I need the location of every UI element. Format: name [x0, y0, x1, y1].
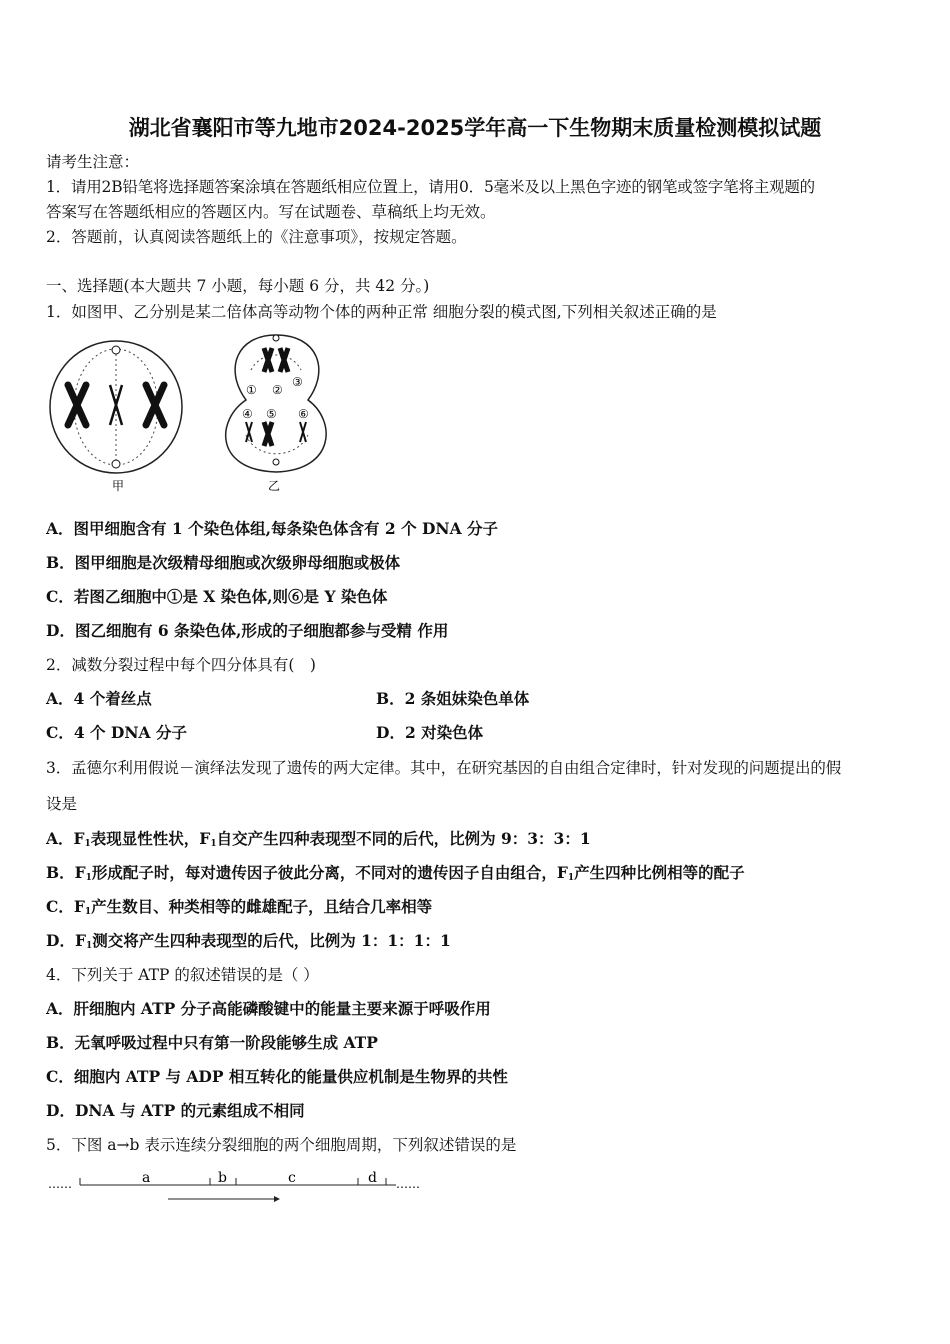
- cell-cycle-timeline: [46, 1164, 436, 1208]
- q3-option-a: A．$F_1$表现显性性状，$F_1$自交产生四种表现型不同的后代，比例为 9：3：3：1: [46, 829, 591, 849]
- q4-option-b: B．无氧呼吸过程中只有第一阶段能够生成 ATP: [46, 1033, 378, 1052]
- segment-a-label: a: [142, 1170, 151, 1186]
- q2-option-d: D．2 对染色体: [376, 723, 484, 742]
- question-2-stem: 2．减数分裂过程中每个四分体具有( ): [46, 656, 316, 674]
- question-5-stem: 5．下图 a→b 表示连续分裂细胞的两个细胞周期，下列叙述错误的是: [46, 1136, 517, 1154]
- timeline-dots-right: ……: [396, 1177, 420, 1191]
- segment-b-label: b: [218, 1170, 227, 1186]
- notice-line-1: 1．请用2B铅笔将选择题答案涂填在答题纸相应位置上，请用0．5毫米及以上黑色字迹的钢笔或签字笔将主观题的: [46, 178, 815, 196]
- cell-jia: [50, 341, 182, 473]
- timeline-dots-left: ……: [48, 1177, 72, 1191]
- segment-d-label: d: [368, 1170, 377, 1186]
- question-1-stem: 1．如图甲、乙分别是某二倍体高等动物个体的两种正常 细胞分裂的模式图,下列相关叙述正确的是: [46, 303, 717, 321]
- q2-option-b: B．2 条姐妹染色单体: [376, 689, 530, 708]
- question-3-stem-cont: 设是: [46, 795, 78, 813]
- chrom-label-4: ④: [242, 407, 253, 421]
- q1-option-c: C．若图乙细胞中①是 X 染色体,则⑥是 Y 染色体: [46, 587, 388, 606]
- fig-label-jia: 甲: [112, 479, 125, 493]
- q1-option-b: B．图甲细胞是次级精母细胞或次级卵母细胞或极体: [46, 553, 401, 572]
- q4-option-c: C．细胞内 ATP 与 ADP 相互转化的能量供应机制是生物界的共性: [46, 1067, 508, 1086]
- chrom-label-2: ②: [272, 383, 283, 397]
- cell-yi: [226, 335, 326, 472]
- question-4-stem: 4．下列关于 ATP 的叙述错误的是（ ）: [46, 966, 319, 984]
- notice-line-2: 2．答题前，认真阅读答题纸上的《注意事项》，按规定答题。: [46, 228, 467, 246]
- section-heading: 一、选择题(本大题共 7 小题，每小题 6 分，共 42 分。): [46, 277, 430, 295]
- q1-option-d: D．图乙细胞有 6 条染色体,形成的子细胞都参与受精 作用: [46, 621, 449, 640]
- q3-option-c: C．$F_1$产生数目、种类相等的雌雄配子，且结合几率相等: [46, 897, 433, 917]
- q3-option-b: B．$F_1$形成配子时，每对遗传因子彼此分离，不同对的遗传因子自由组合，$F_1$产生四种比例相等的配子: [46, 863, 745, 883]
- q1-option-a: A．图甲细胞含有 1 个染色体组,每条染色体含有 2 个 DNA 分子: [46, 519, 499, 538]
- q2-option-a: A．4 个着丝点: [46, 689, 152, 708]
- chrom-label-5: ⑤: [266, 407, 277, 421]
- q2-option-c: C．4 个 DNA 分子: [46, 723, 187, 742]
- notice-line-1-cont: 答案写在答题纸相应的答题区内。写在试题卷、草稿纸上均无效。: [46, 203, 496, 221]
- chrom-label-6: ⑥: [298, 407, 309, 421]
- question-3-stem: 3．孟德尔利用假说－演绎法发现了遗传的两大定律。其中，在研究基因的自由组合定律时，针对发现的问题提出的假: [46, 759, 842, 777]
- notice-heading: 请考生注意：: [46, 153, 140, 171]
- q4-option-d: D．DNA 与 ATP 的元素组成不相同: [46, 1101, 305, 1120]
- q3-option-d: D．$F_1$测交将产生四种表现型的后代，比例为 1：1：1：1: [46, 931, 451, 951]
- arrow-head-icon: [274, 1196, 280, 1202]
- fig-label-yi: 乙: [268, 479, 281, 493]
- q4-option-a: A．肝细胞内 ATP 分子高能磷酸键中的能量主要来源于呼吸作用: [46, 999, 491, 1018]
- segment-c-label: c: [288, 1170, 296, 1186]
- chrom-label-3: ③: [292, 375, 303, 389]
- chrom-label-1: ①: [246, 383, 257, 397]
- cell-division-figure: [46, 330, 346, 500]
- page-title: 湖北省襄阳市等九地市2024-2025学年高一下生物期末质量检测模拟试题: [128, 116, 822, 140]
